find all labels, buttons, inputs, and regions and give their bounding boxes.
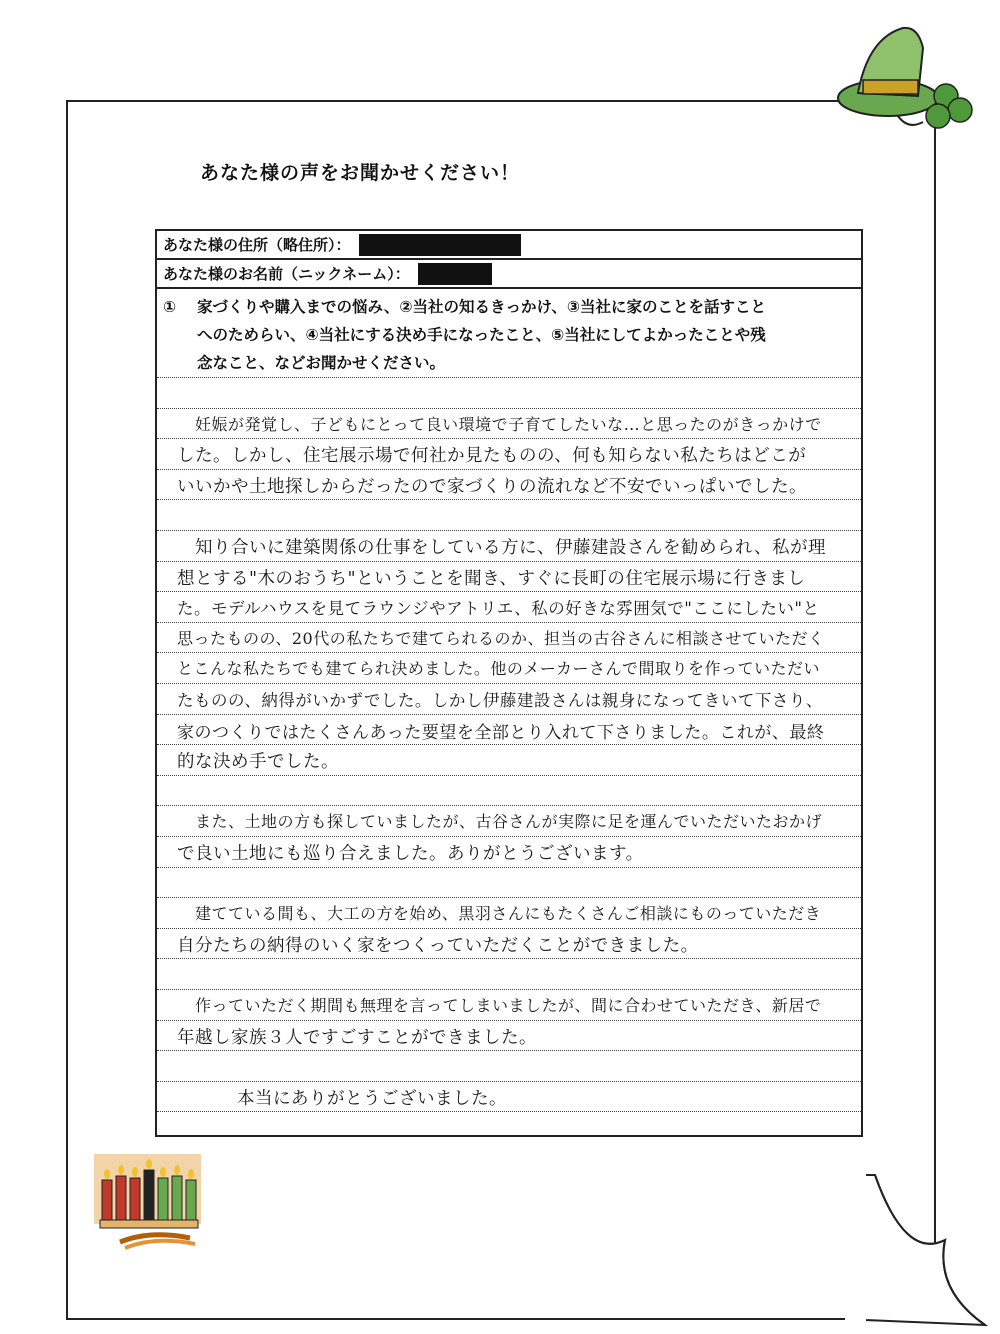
- answer-line: 家のつくりではたくさんあった要望を全部とり入れて下さりました。これが、最終: [177, 722, 825, 743]
- answer-line: 妊娠が発覚し、子どもにとって良い環境で子育てしたいな…と思ったのがきっかけで: [195, 414, 822, 434]
- ruled-line: [157, 1050, 861, 1051]
- ruled-line: [157, 989, 861, 990]
- ruled-line: [157, 530, 861, 531]
- ruled-line: [157, 1111, 861, 1112]
- answer-line: 的な決め手でした。: [177, 752, 339, 773]
- answer-line: で良い土地にも巡り合えました。ありがとうございます。: [177, 844, 644, 864]
- ruled-line: [157, 408, 861, 409]
- answer-area: [157, 377, 861, 1135]
- ruled-line: [157, 958, 861, 959]
- ruled-line: [157, 714, 861, 715]
- address-redaction: [359, 234, 521, 256]
- answer-line: 建てている間も、大工の方を始め、黒羽さんにもたくさんご相談にものっていただき: [195, 904, 822, 924]
- address-label: あなた様の住所（略住所）：: [163, 236, 351, 254]
- answer-line: 自分たちの納得のいく家をつくっていただくことができました。: [177, 935, 699, 956]
- ruled-line: [157, 622, 861, 623]
- page-title: あなた様の声をお聞かせください！: [200, 162, 521, 184]
- ruled-line: [157, 744, 861, 745]
- ruled-line: [157, 469, 861, 470]
- hat-clover-illustration: [828, 18, 978, 138]
- answer-line: た。モデルハウスを見てラウンジやアトリエ、私の好きな雰囲気で"ここにしたい"と: [177, 599, 820, 619]
- answer-line: とこんな私たちでも建てられ決めました。他のメーカーさんで間取りを作っていただい: [177, 659, 821, 679]
- answer-line: 年越し家族３人ですごすことができました。: [177, 1027, 537, 1048]
- ruled-line: [157, 438, 861, 439]
- answer-line: 作っていただく期間も無理を言ってしまいましたが、間に合わせていただき、新居で: [195, 996, 822, 1015]
- name-row: [157, 260, 861, 289]
- answer-line: 想とする"木のおうち"ということを聞き、すぐに長町の住宅展示場に行きまし: [177, 568, 806, 589]
- ruled-line: [157, 591, 861, 592]
- address-row: [157, 231, 861, 260]
- name-label: あなた様のお名前（ニックネーム）：: [163, 265, 410, 283]
- answer-line: たものの、納得がいかずでした。しかし伊藤建設さんは親身になってきいて下さり、: [177, 691, 823, 710]
- answer-line: 知り合いに建築関係の仕事をしている方に、伊藤建設さんを勧められ、私が理: [195, 538, 827, 558]
- question-block: [157, 289, 861, 379]
- ruled-line: [157, 561, 861, 562]
- question-line: 家づくりや購入までの悩み、②当社の知るきっかけ、③当社に家のことを話すこと: [197, 298, 767, 316]
- ruled-line: [157, 499, 861, 500]
- ruled-line: [157, 897, 861, 898]
- question-line: へのためらい、④当社にする決め手になったこと、⑤当社にしてよかったことや残: [197, 326, 766, 344]
- question-number: ①: [163, 298, 177, 316]
- ruled-line: [157, 928, 861, 929]
- answer-line: いいかや土地探しからだったので家づくりの流れなど不安でいっぱいでした。: [177, 476, 807, 497]
- page-curl-decoration: [845, 1170, 995, 1330]
- answer-line: した。しかし、住宅展示場で何社か見たものの、何も知らない私たちはどこが: [177, 446, 807, 467]
- answer-line: また、土地の方も探していましたが、古谷さんが実際に足を運んでいただいたおかげ: [195, 812, 823, 832]
- ruled-line: [157, 1020, 861, 1021]
- ruled-line: [157, 836, 861, 837]
- ruled-line: [157, 652, 861, 653]
- ruled-line: [157, 805, 861, 806]
- answer-line: 本当にありがとうございました。: [237, 1088, 507, 1109]
- question-line: 念なこと、などお聞かせください。: [197, 354, 446, 372]
- ruled-line: [157, 1081, 861, 1082]
- ruled-line: [157, 683, 861, 684]
- answer-line: 思ったものの、20代の私たちで建てられるのか、担当の古谷さんに相談させていただく: [177, 628, 825, 648]
- name-redaction: [418, 263, 492, 285]
- feedback-form: [155, 229, 863, 1137]
- candles-illustration: [90, 1150, 205, 1255]
- ruled-line: [157, 377, 861, 378]
- ruled-line: [157, 867, 861, 868]
- ruled-line: [157, 775, 861, 776]
